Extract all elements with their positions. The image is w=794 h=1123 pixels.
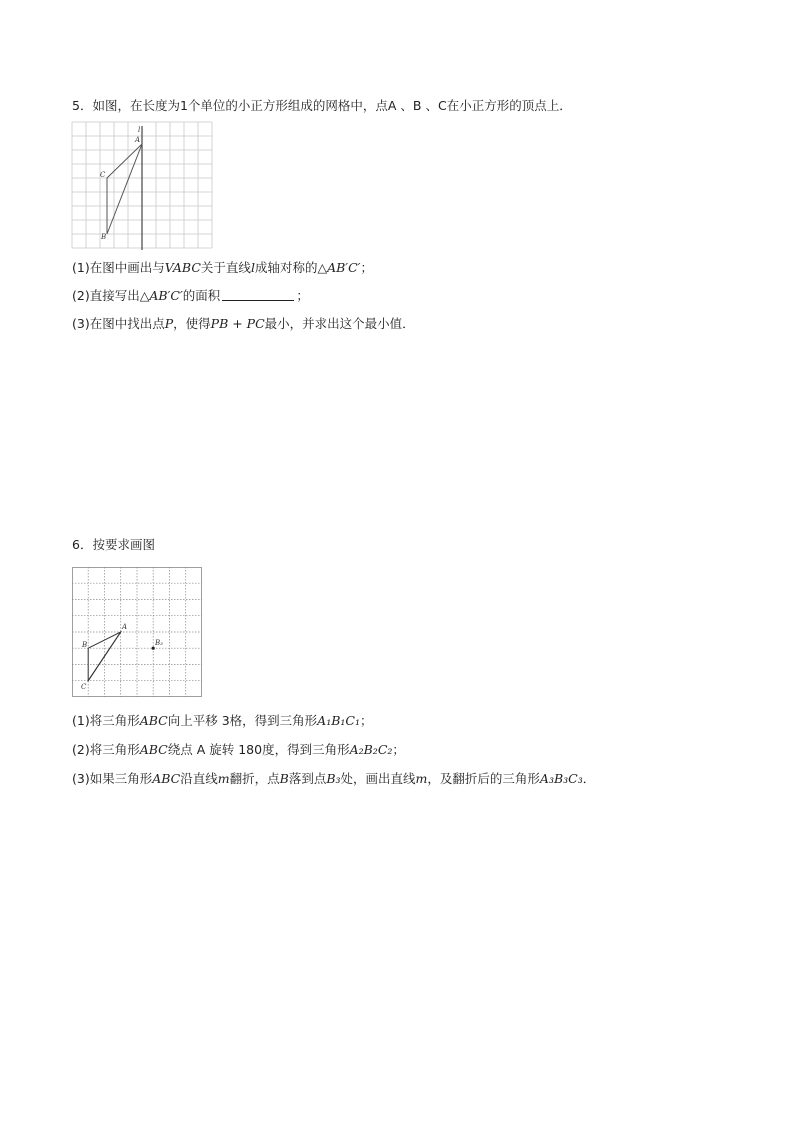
q6-sub3: (3)如果三角形ABC沿直线m翻折，点B落到点B₃处，画出直线m，及翻折后的三角形A₃B₃C₃． xyxy=(72,771,596,786)
q5-sub1-tri1: VABC xyxy=(164,260,201,275)
q6-title: 6．按要求画图 xyxy=(72,537,155,552)
q5-label-l: l xyxy=(138,126,141,134)
q5-sub1: (1)在图中画出与VABC关于直线l成轴对称的△AB′C′； xyxy=(72,260,374,275)
q6-label-a: A xyxy=(122,623,128,631)
q6-label-c: C xyxy=(81,683,87,691)
q5-sub3: (3)在图中找出点P，使得PB + PC最小，并求出这个最小值． xyxy=(72,316,415,331)
q6-sub1: (1)将三角形ABC向上平移 3格，得到三角形A₁B₁C₁； xyxy=(72,713,373,728)
q6-grid-lines xyxy=(72,567,202,697)
q6-label-b3: B₃ xyxy=(155,639,163,647)
q5-triangle-abc xyxy=(107,144,142,234)
q5-sub1-tri2: △AB′C′ xyxy=(317,260,361,275)
q5-answer-blank[interactable] xyxy=(222,289,294,301)
q6-grid-figure xyxy=(72,567,206,699)
q5-label-b: B xyxy=(101,233,107,241)
q6-point-b3 xyxy=(152,647,155,650)
q5-title: 5．如图，在长度为1个单位的小正方形组成的网格中，点A 、B 、C在小正方形的顶点上． xyxy=(72,98,572,113)
q6-sub2: (2)将三角形ABC绕点 A 旋转 180度，得到三角形A₂B₂C₂； xyxy=(72,742,405,757)
q5-label-a: A xyxy=(135,136,141,144)
q5-sub2: (2)直接写出△AB′C′的面积 ； xyxy=(72,288,309,303)
q5-label-c: C xyxy=(100,171,106,179)
q6-label-b: B xyxy=(82,641,88,649)
q5-grid-figure xyxy=(72,122,214,250)
